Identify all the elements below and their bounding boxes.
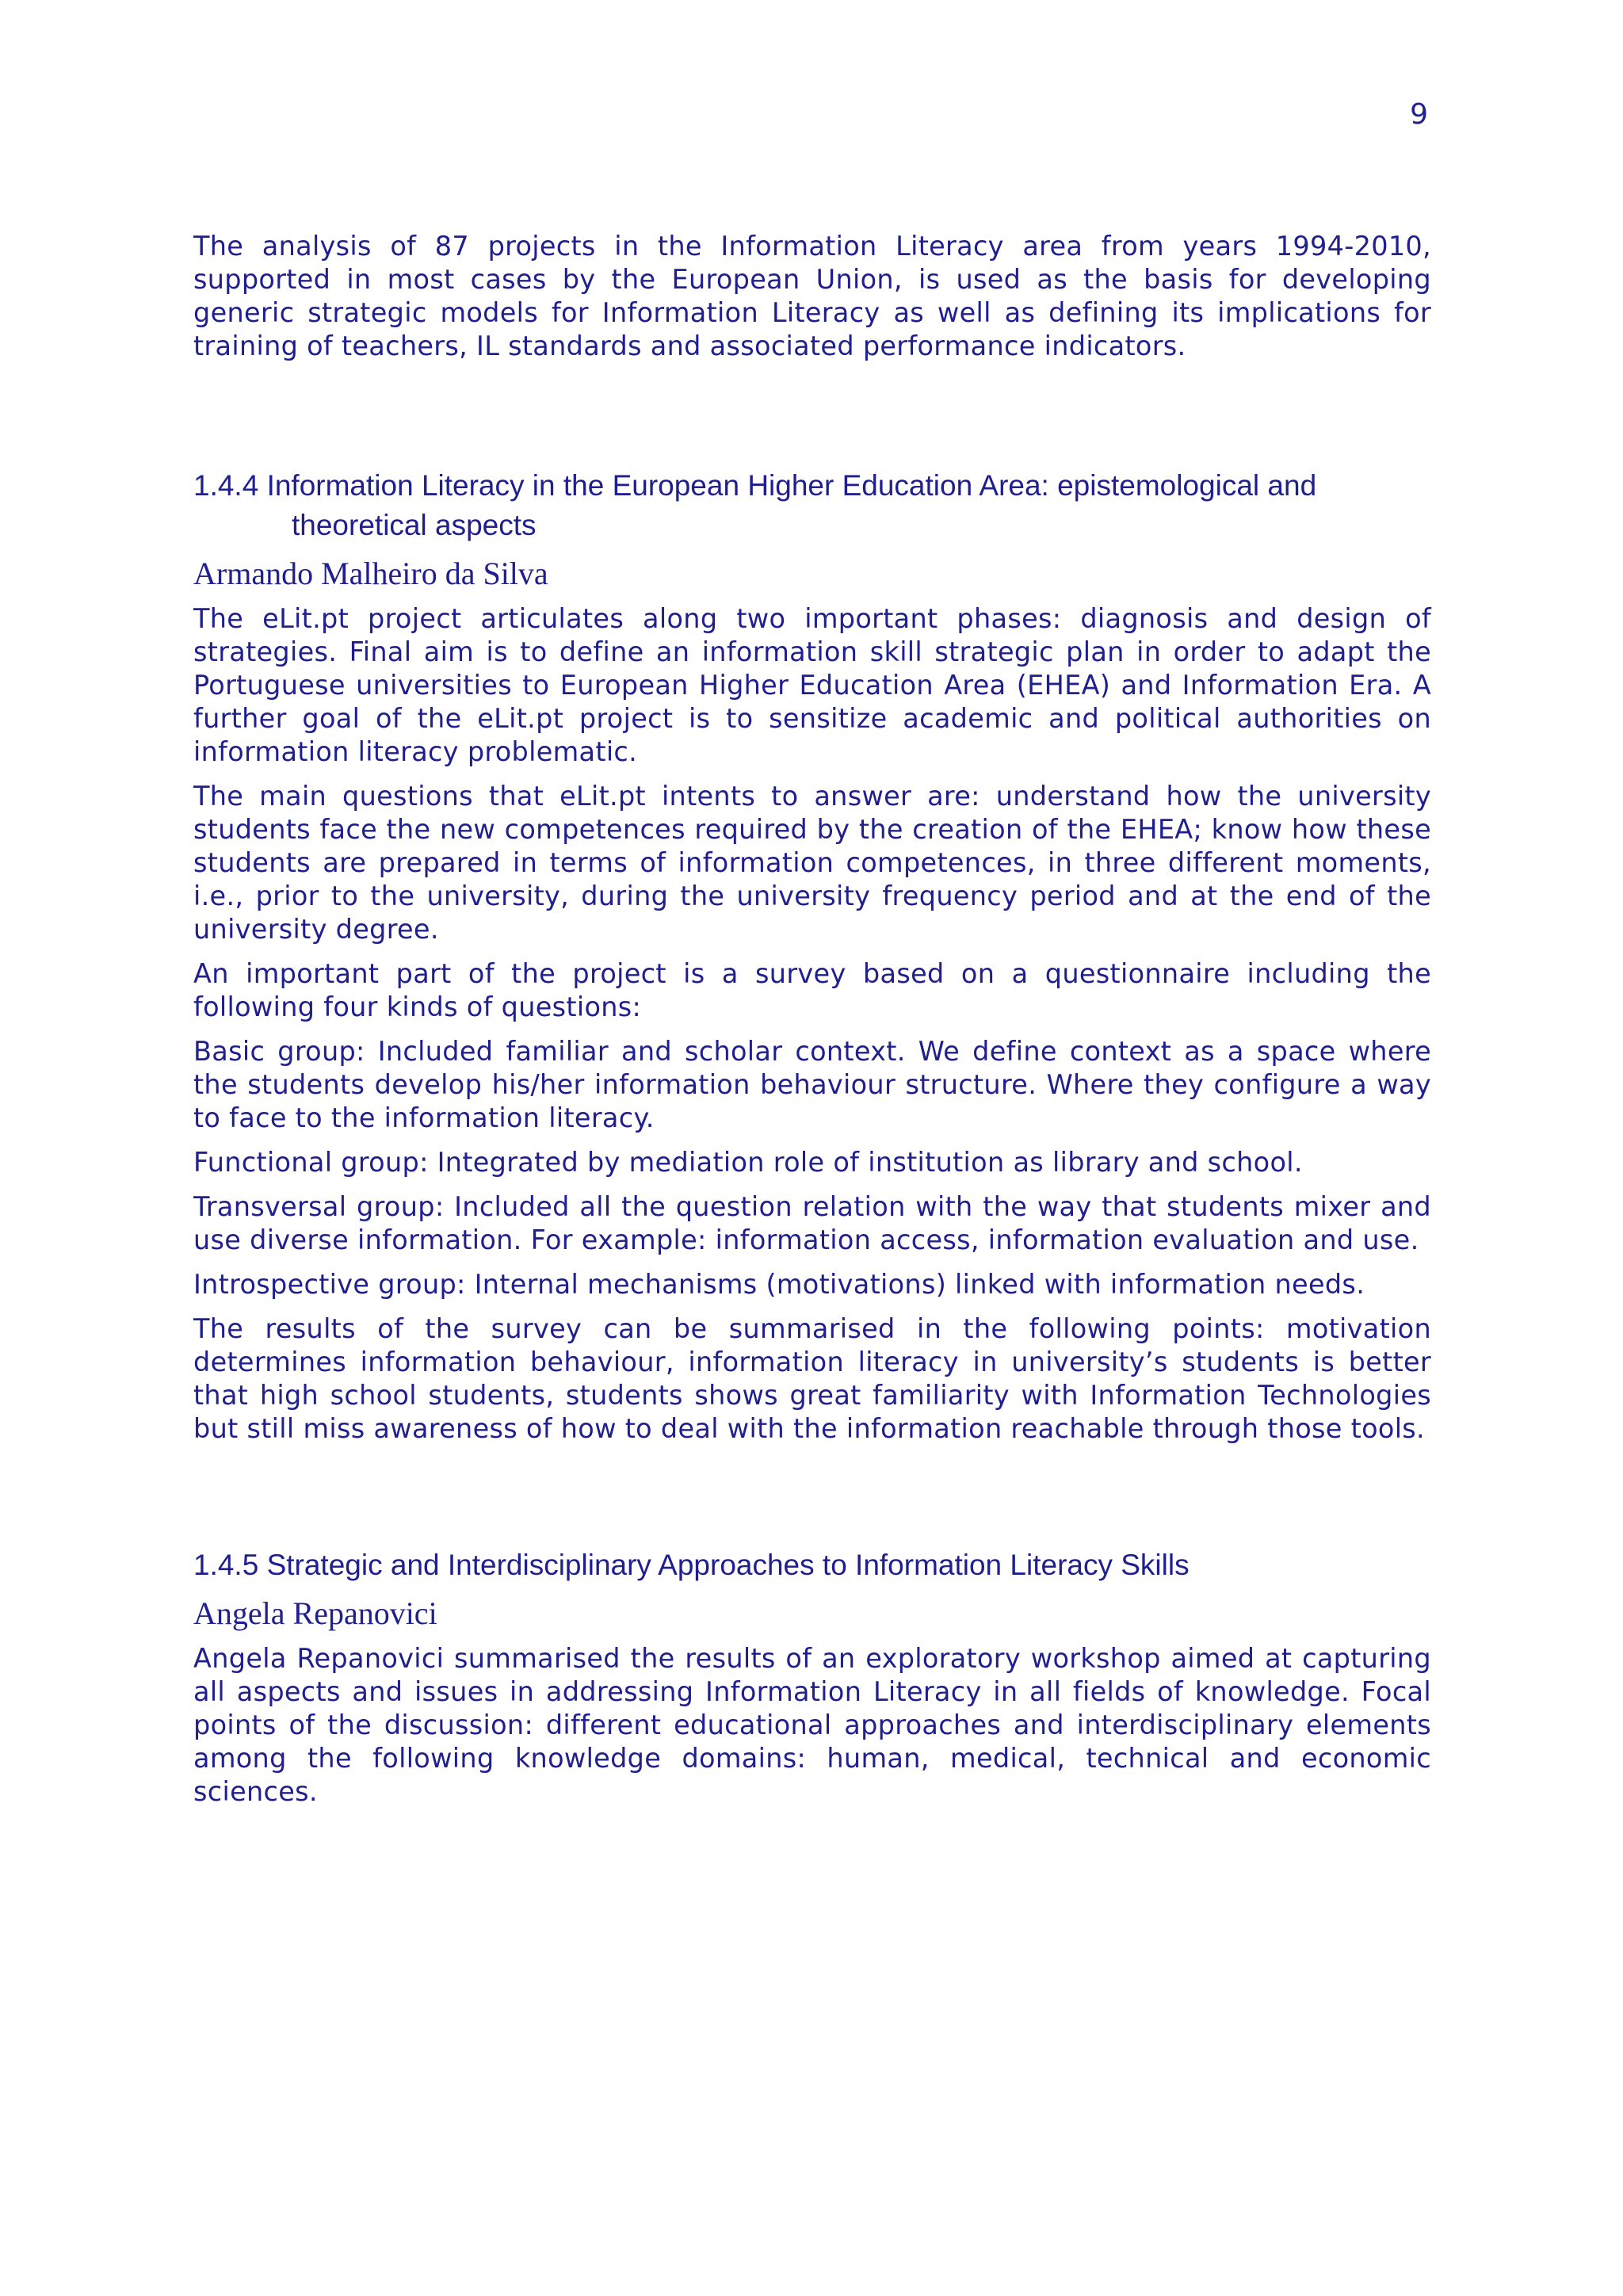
body-paragraph: Transversal group: Included all the question relation with the way that students mixer and use diverse information. For example: information access, information evaluation and use.: [193, 1191, 1431, 1255]
document-body: [193, 230, 1431, 1820]
intro-paragraph: The analysis of 87 projects in the Information Literacy area from years 1994-2010, supported in most cases by the European Union, is used as the basis for developing generic strategic models for Information Literacy as well as defining its implications for training of teachers, IL standards and associated performance indicators.: [193, 231, 1431, 361]
section-heading-1-4-5: 1.4.5 Strategic and Interdisciplinary Approaches to Information Literacy Skills: [193, 1549, 1190, 1581]
spacer: [193, 374, 1431, 466]
body-paragraph: Basic group: Included familiar and scholar context. We define context as a space where the students develop his/her information behaviour structure. Where they configure a way to face to the information literacy.: [193, 1036, 1431, 1133]
body-paragraph: Introspective group: Internal mechanisms (motivations) linked with information needs.: [193, 1269, 1365, 1300]
body-paragraph: Functional group: Integrated by mediation role of institution as library and school.: [193, 1147, 1303, 1178]
section-heading-1-4-4: [193, 466, 1431, 545]
body-paragraph: An important part of the project is a survey based on a questionnaire including the following four kinds of questions:: [193, 958, 1431, 1022]
body-paragraph: The eLit.pt project articulates along two important phases: diagnosis and design of strategies. Final aim is to define an information skill strategic plan in order to adapt the Portuguese universities to European Higher Education Area (EHEA) and Information Era. A further goal of the eLit.pt project is to sensitize academic and political authorities on information literacy problematic.: [193, 603, 1431, 767]
body-paragraph: The results of the survey can be summarised in the following points: motivation determines information behaviour, information literacy in university’s students is better that high school students, students shows great familiarity with Information Technologies but still miss awareness of how to deal with the information reachable through those tools.: [193, 1313, 1431, 1444]
section-author: Angela Repanovici: [193, 1595, 437, 1631]
body-paragraph: The main questions that eLit.pt intents to answer are: understand how the university students face the new competences required by the creation of the EHEA; know how these students are prepared in terms of information competences, in three different moments, i.e., prior to the university, during the university frequency period and at the end of the university degree.: [193, 781, 1431, 945]
page-number: 9: [1410, 98, 1428, 131]
section-heading-line-2: theoretical aspects: [292, 509, 537, 541]
section-heading-line-1: 1.4.4 Information Literacy in the European Higher Education Area: epistemological and: [193, 469, 1317, 502]
spacer: [193, 1457, 1431, 1545]
section-author: Armando Malheiro da Silva: [193, 556, 548, 591]
body-paragraph: Angela Repanovici summarised the results of an exploratory workshop aimed at capturing all aspects and issues in addressing Information Literacy in all fields of knowledge. Focal points of the discussion: different educational approaches and interdisciplinary elements among the following knowledge domains: human, medical, technical and economic sciences.: [193, 1643, 1431, 1807]
